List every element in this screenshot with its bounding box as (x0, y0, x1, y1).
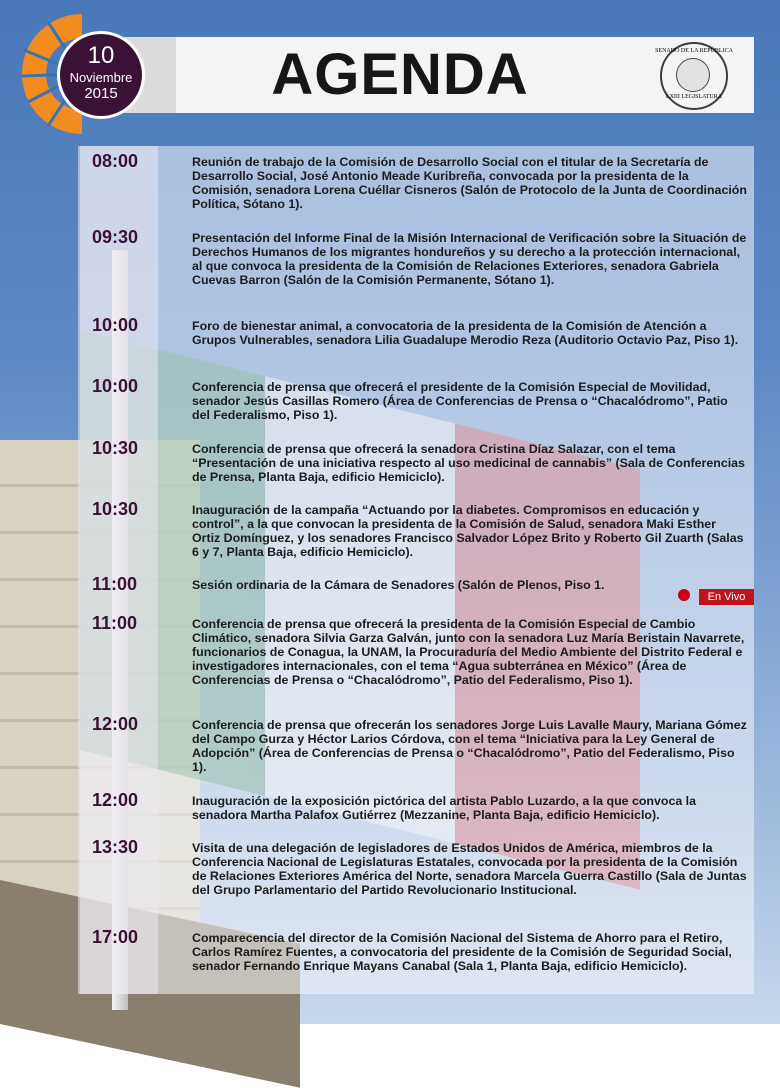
event-time: 09:30 (92, 227, 139, 247)
event-time: 11:00 (92, 574, 138, 594)
event-description: Reunión de trabajo de la Comisión de Desarrollo Social con el titular de la Secretaría de Desarrollo Social, José Antonio Meade Kuribreña, convocada por la presidenta de la Comisión, senadora Lorena Cuéllar Cisneros (Salón de Protocolo de la Junta de Coordinación Política, Sótano 1). (192, 155, 747, 211)
date-badge (60, 34, 142, 116)
event-description: Foro de bienestar animal, a convocatoria de la presidenta de la Comisión de Atención a Grupos Vulnerables, senadora Lilia Guadalupe Merodio Reza (Auditorio Octavio Paz, Piso 1). (192, 319, 739, 347)
event-time: 10:30 (92, 499, 139, 519)
senate-seal-icon (655, 42, 733, 110)
date-year: 2015 (84, 85, 118, 102)
event-time: 12:00 (92, 790, 139, 810)
event-time: 08:00 (92, 151, 139, 171)
event-time: 13:30 (92, 837, 139, 857)
date-month: Noviembre (69, 70, 133, 85)
date-day: 10 (87, 42, 115, 69)
event-description: Inauguración de la exposición pictórica del artista Pablo Luzardo, a la que convoca la senadora Martha Palafox Gutiérrez (Mezzanine, Planta Baja, edificio Hemiciclo). (192, 794, 697, 822)
event-description: Conferencia de prensa que ofrecerá la senadora Cristina Díaz Salazar, con el tema “Presentación de una iniciativa respecto al uso medicinal de cannabis” (Sala de Conferencias de Prensa, Planta Baja, edificio Hemiciclo). (192, 442, 745, 484)
event-description: Comparecencia del director de la Comisión Nacional del Sistema de Ahorro para el Retiro, Carlos Ramírez Fuentes, a convocatoria del presidente de la Comisión de Seguridad Social, senador Fernando Enrique Mayans Canabal (Sala 1, Planta Baja, edificio Hemiciclo). (192, 931, 732, 973)
live-button[interactable]: En Vivo (699, 589, 754, 605)
event-time: 12:00 (92, 714, 139, 734)
event-description: Conferencia de prensa que ofrecerá la presidenta de la Comisión Especial de Cambio Climático, senadora Silvia Garza Galván, junto con la senadora Luz María Beristain Navarrete, funcionarios de Conagua, la UNAM, la Procuraduría del Medio Ambiente del Distrito Federal e investigadores internacionales, con el tema “Agua subterránea en México” (Área de Conferencias de Prensa o “Chacalódromo”, Patio del Federalismo, Piso 1). (192, 617, 745, 687)
event-description: Presentación del Informe Final de la Misión Internacional de Verificación sobre la Situación de Derechos Humanos de los migrantes hondureños y su derecho a la protección internacional, al que convoca la presidenta de la Comisión de Relaciones Exteriores, senadora Gabriela Cuevas Barron (Salón de la Comisión Permanente, Sótano 1). (192, 231, 747, 287)
seal-top-text: SENADO DE LA REPÚBLICA (655, 48, 733, 54)
event-description: Conferencia de prensa que ofrecerán los senadores Jorge Luis Lavalle Maury, Mariana Gómez del Campo Gurza y Héctor Larios Córdova, con el tema “Iniciativa para la Ley General de Adopción” (Área de Conferencias de Prensa o “Chacalódromo”, Patio del Federalismo, Piso 1). (192, 718, 747, 774)
event-time: 11:00 (92, 613, 138, 633)
event-description: Conferencia de prensa que ofrecerá el presidente de la Comisión Especial de Movilidad, senador Jesús Casillas Romero (Área de Conferencias de Prensa o “Chacalódromo”, Patio del Federalismo, Piso 1). (192, 380, 728, 422)
page-title: AGENDA (271, 42, 529, 107)
event-time: 17:00 (92, 927, 139, 947)
event-description: Sesión ordinaria de la Cámara de Senadores (Salón de Plenos, Piso 1. (192, 578, 605, 592)
time-column (78, 146, 158, 994)
event-description: Visita de una delegación de legisladores de Estados Unidos de América, miembros de la Conferencia Nacional de Legislaturas Estatales, convocada por la presidenta de la Comisión de Relaciones Exteriores América del Norte, senadora Marcela Guerra Castillo (Sala de Juntas del Grupo Parlamentario del Partido Revolucionario Institucional. (192, 841, 747, 897)
event-time: 10:00 (92, 315, 139, 335)
event-time: 10:00 (92, 376, 139, 396)
seal-bottom-text: LXIII LEGISLATURA (665, 94, 723, 100)
event-description: Inauguración de la campaña “Actuando por la diabetes. Compromisos en educación y control”, a la que convocan la presidenta de la Comisión de Salud, senadora Maki Esther Ortiz Domínguez, y los senadores Francisco Salvador López Brito y Roberto Gil Zuarth (Salas 6 y 7, Planta Baja, edificio Hemiciclo). (192, 503, 744, 559)
live-indicator-icon (678, 589, 690, 601)
event-time: 10:30 (92, 438, 139, 458)
